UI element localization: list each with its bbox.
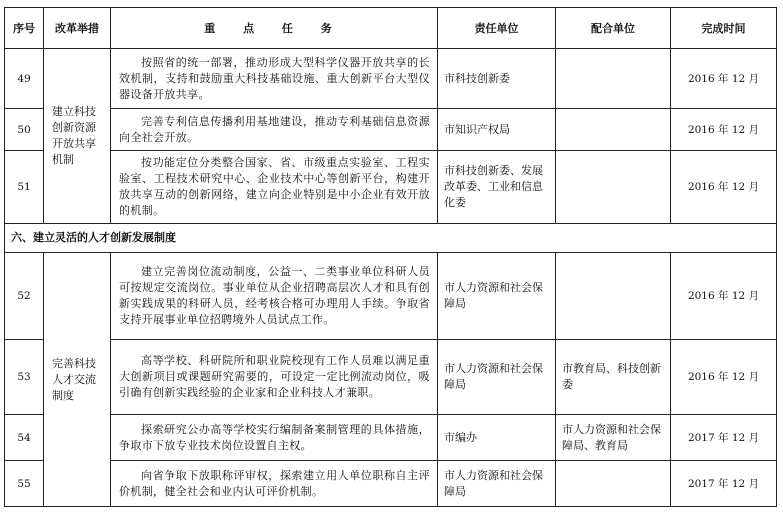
table-row (5, 461, 777, 507)
row-task-text: 建立完善岗位流动制度，公益一、二类事业单位科研人员可按规定交流岗位。事业单位从企业招聘高层次人才和具有创新实践成果的科研人员，经考核合格可办理用人手续。争取省支持开展事业单位招聘境外人员试点工作。 (119, 265, 430, 326)
row-task (111, 253, 438, 340)
row-cooperating (556, 461, 671, 507)
section-title: 六、建立灵活的人才创新发展制度 (5, 224, 777, 253)
reform-measure-text: 建立科技创新资源开放共享机制 (52, 105, 96, 166)
table-header-row (5, 8, 777, 49)
row-task (111, 415, 438, 461)
row-task (111, 49, 438, 109)
reform-measure (44, 49, 111, 224)
row-cooperating (556, 253, 671, 340)
row-deadline: 2016 年 12 月 (671, 109, 777, 151)
section-row (5, 224, 777, 253)
row-responsible: 市科技创新委 (438, 49, 556, 109)
row-responsible: 市编办 (438, 415, 556, 461)
table-row (5, 49, 777, 109)
reform-task-table (4, 7, 777, 507)
row-seq: 49 (5, 49, 44, 109)
row-responsible: 市科技创新委、发展改革委、工业和信息化委 (438, 151, 556, 224)
row-deadline: 2017 年 12 月 (671, 415, 777, 461)
row-deadline: 2016 年 12 月 (671, 253, 777, 340)
row-cooperating (556, 49, 671, 109)
header-task: 重 点 任 务 (111, 8, 438, 49)
table-row (5, 151, 777, 224)
row-task-text: 完善专利信息传播利用基地建设，推动专利基础信息资源向全社会开放。 (119, 114, 430, 144)
row-task-text: 按照省的统一部署，推动形成大型科学仪器开放共享的长效机制，支持和鼓励重大科技基础设施、重大创新平台大型仪器设备开放共享。 (119, 55, 430, 101)
row-seq: 55 (5, 461, 44, 507)
row-task (111, 151, 438, 224)
row-cooperating: 市人力资源和社会保障局、教育局 (556, 415, 671, 461)
header-seq: 序号 (5, 8, 44, 49)
row-cooperating: 市教育局、科技创新委 (556, 340, 671, 415)
row-responsible: 市知识产权局 (438, 109, 556, 151)
row-cooperating (556, 151, 671, 224)
row-deadline: 2016 年 12 月 (671, 49, 777, 109)
row-task (111, 340, 438, 415)
row-responsible: 市人力资源和社会保障局 (438, 253, 556, 340)
table-row (5, 253, 777, 340)
header-responsible: 责任单位 (438, 8, 556, 49)
table-row (5, 109, 777, 151)
header-cooperating: 配合单位 (556, 8, 671, 49)
row-task-text: 高等学校、科研院所和职业院校现有工作人员难以满足重大创新项目或课题研究需要的，可设定一定比例流动岗位，吸引确有创新实践经验的企业家和企业科技人才兼职。 (119, 354, 430, 399)
table-row (5, 415, 777, 461)
row-task (111, 109, 438, 151)
row-task-text: 探索研究公办高等学校实行编制备案制管理的具体措施，争取市下放专业技术岗位设置自主权。 (119, 422, 430, 452)
row-deadline: 2016 年 12 月 (671, 151, 777, 224)
row-task-text: 向省争取下放职称评审权，探索建立用人单位职称自主评价机制，健全社会和业内认可评价机制。 (119, 468, 430, 498)
row-seq: 54 (5, 415, 44, 461)
row-cooperating (556, 109, 671, 151)
row-task-text: 按功能定位分类整合国家、省、市级重点实验室、工程实验室、工程技术研究中心、企业技术中心等创新平台，构建开放共享互动的创新网络，建立向企业特别是中小企业有效开放的机制。 (119, 156, 430, 217)
row-deadline: 2017 年 12 月 (671, 461, 777, 507)
reform-measure-text: 完善科技人才交流制度 (52, 356, 96, 402)
row-task (111, 461, 438, 507)
row-responsible: 市人力资源和社会保障局 (438, 461, 556, 507)
reform-measure (44, 253, 111, 507)
row-seq: 50 (5, 109, 44, 151)
row-seq: 53 (5, 340, 44, 415)
row-deadline: 2016 年 12 月 (671, 340, 777, 415)
row-seq: 51 (5, 151, 44, 224)
row-seq: 52 (5, 253, 44, 340)
header-measure: 改革举措 (44, 8, 111, 49)
row-responsible: 市人力资源和社会保障局 (438, 340, 556, 415)
header-deadline: 完成时间 (671, 8, 777, 49)
table-row (5, 340, 777, 415)
